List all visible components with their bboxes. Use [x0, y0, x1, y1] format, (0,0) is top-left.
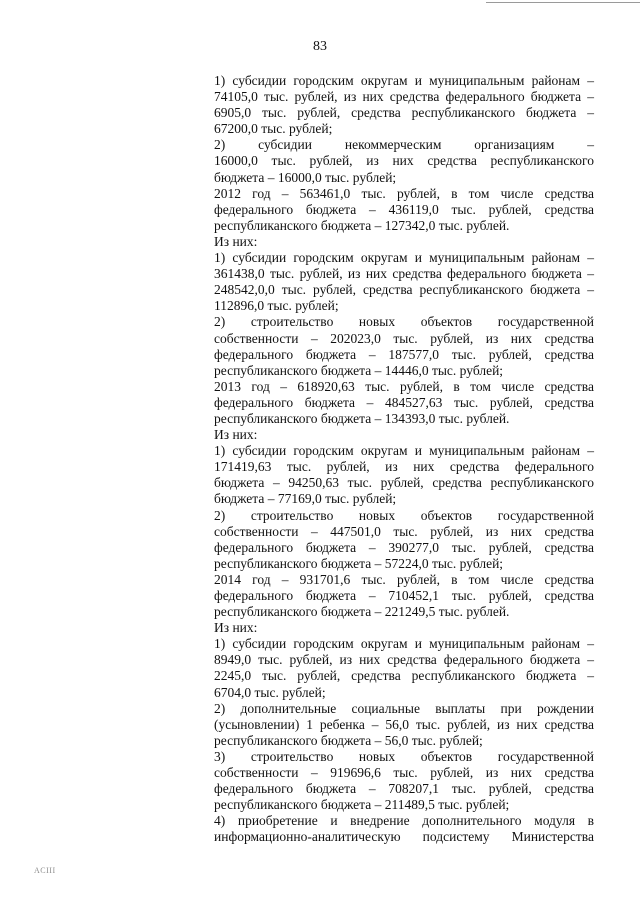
text-line-1: 1) субсидии городским округам и муниципальным районам –	[214, 73, 594, 88]
text-line-28: 2) строительство новых объектов государственной	[214, 507, 594, 523]
text-line-6: 16000,0 тыс. рублей, из них средства республиканского	[214, 153, 594, 169]
text-line-40: 2) дополнительные социальные выплаты при рождении	[214, 700, 594, 716]
text-line-21: федерального бюджета – 484527,63 тыс. рублей, средства	[214, 394, 594, 410]
text-line-20: 2013 год – 618920,63 тыс. рублей, в том числе средства	[214, 378, 594, 394]
text-line-41: (усыновлении) 1 ребенка – 56,0 тыс. рублей, из них средства	[214, 716, 594, 732]
page-number: 83	[313, 39, 327, 54]
scan-corner-line	[486, 2, 640, 3]
text-line-39: 6704,0 тыс. рублей;	[214, 684, 326, 700]
text-line-46: республиканского бюджета – 211489,5 тыс. рублей;	[214, 797, 510, 813]
text-line-47: 4) приобретение и внедрение дополнительного модуля в	[214, 813, 594, 829]
text-line-38: 2245,0 тыс. рублей, средства республиканского бюджета –	[214, 668, 594, 684]
text-line-36: 1) субсидии городским округам и муниципальным районам –	[214, 636, 594, 652]
text-line-32: 2014 год – 931701,6 тыс. рублей, в том числе средства	[214, 571, 594, 587]
text-line-44: собственности – 919696,6 тыс. рублей, из них средства	[214, 765, 594, 781]
text-line-10: республиканского бюджета – 127342,0 тыс. рублей.	[214, 217, 510, 233]
text-line-17: собственности – 202023,0 тыс. рублей, из них средства	[214, 330, 594, 346]
text-line-9: федерального бюджета – 436119,0 тыс. рублей, средства	[214, 201, 594, 217]
text-line-18: федерального бюджета – 187577,0 тыс. рублей, средства	[214, 346, 594, 362]
text-line-27: бюджета – 77169,0 тыс. рублей;	[214, 491, 397, 507]
text-line-4: 67200,0 тыс. рублей;	[214, 121, 333, 137]
text-line-31: республиканского бюджета – 57224,0 тыс. рублей;	[214, 555, 504, 571]
text-line-12: 1) субсидии городским округам и муниципальным районам –	[214, 250, 594, 266]
text-line-11: Из них:	[214, 233, 258, 249]
text-line-7: бюджета – 16000,0 тыс. рублей;	[214, 169, 397, 185]
text-line-48: информационно-аналитическую подсистему Министерства	[214, 829, 594, 845]
text-line-15: 112896,0 тыс. рублей;	[214, 298, 339, 314]
text-line-23: Из них:	[214, 427, 258, 443]
text-line-8: 2012 год – 563461,0 тыс. рублей, в том числе средства	[214, 185, 594, 201]
text-line-16: 2) строительство новых объектов государственной	[214, 314, 594, 330]
text-line-22: республиканского бюджета – 134393,0 тыс. рублей.	[214, 410, 510, 426]
text-line-2: 74105,0 тыс. рублей, из них средства федерального бюджета –	[214, 89, 594, 105]
text-line-26: бюджета – 94250,63 тыс. рублей, средства республиканского	[214, 475, 594, 491]
text-line-35: Из них:	[214, 620, 258, 636]
text-line-14: 248542,0,0 тыс. рублей, средства республиканского бюджета –	[214, 282, 594, 298]
text-line-42: республиканского бюджета – 56,0 тыс. рублей;	[214, 732, 483, 748]
text-line-19: республиканского бюджета – 14446,0 тыс. рублей;	[214, 362, 504, 378]
text-line-30: федерального бюджета – 390277,0 тыс. рублей, средства	[214, 539, 594, 555]
text-line-29: собственности – 447501,0 тыс. рублей, из них средства	[214, 523, 594, 539]
document-body	[214, 73, 594, 846]
text-line-5: 2) субсидии некоммерческим организациям –	[214, 137, 594, 153]
text-line-24: 1) субсидии городским округам и муниципальным районам –	[214, 443, 594, 459]
margin-stamp: ACIII	[34, 866, 56, 875]
text-line-37: 8949,0 тыс. рублей, из них средства федерального бюджета –	[214, 652, 594, 668]
text-line-34: республиканского бюджета – 221249,5 тыс. рублей.	[214, 604, 510, 620]
text-line-25: 171419,63 тыс. рублей, из них средства федерального	[214, 459, 594, 475]
text-line-3: 6905,0 тыс. рублей, средства республиканского бюджета –	[214, 105, 594, 121]
text-line-45: федерального бюджета – 708207,1 тыс. рублей, средства	[214, 781, 594, 797]
text-line-33: федерального бюджета – 710452,1 тыс. рублей, средства	[214, 588, 594, 603]
text-line-43: 3) строительство новых объектов государственной	[214, 748, 594, 764]
text-line-13: 361438,0 тыс. рублей, из них средства федерального бюджета –	[214, 266, 594, 282]
